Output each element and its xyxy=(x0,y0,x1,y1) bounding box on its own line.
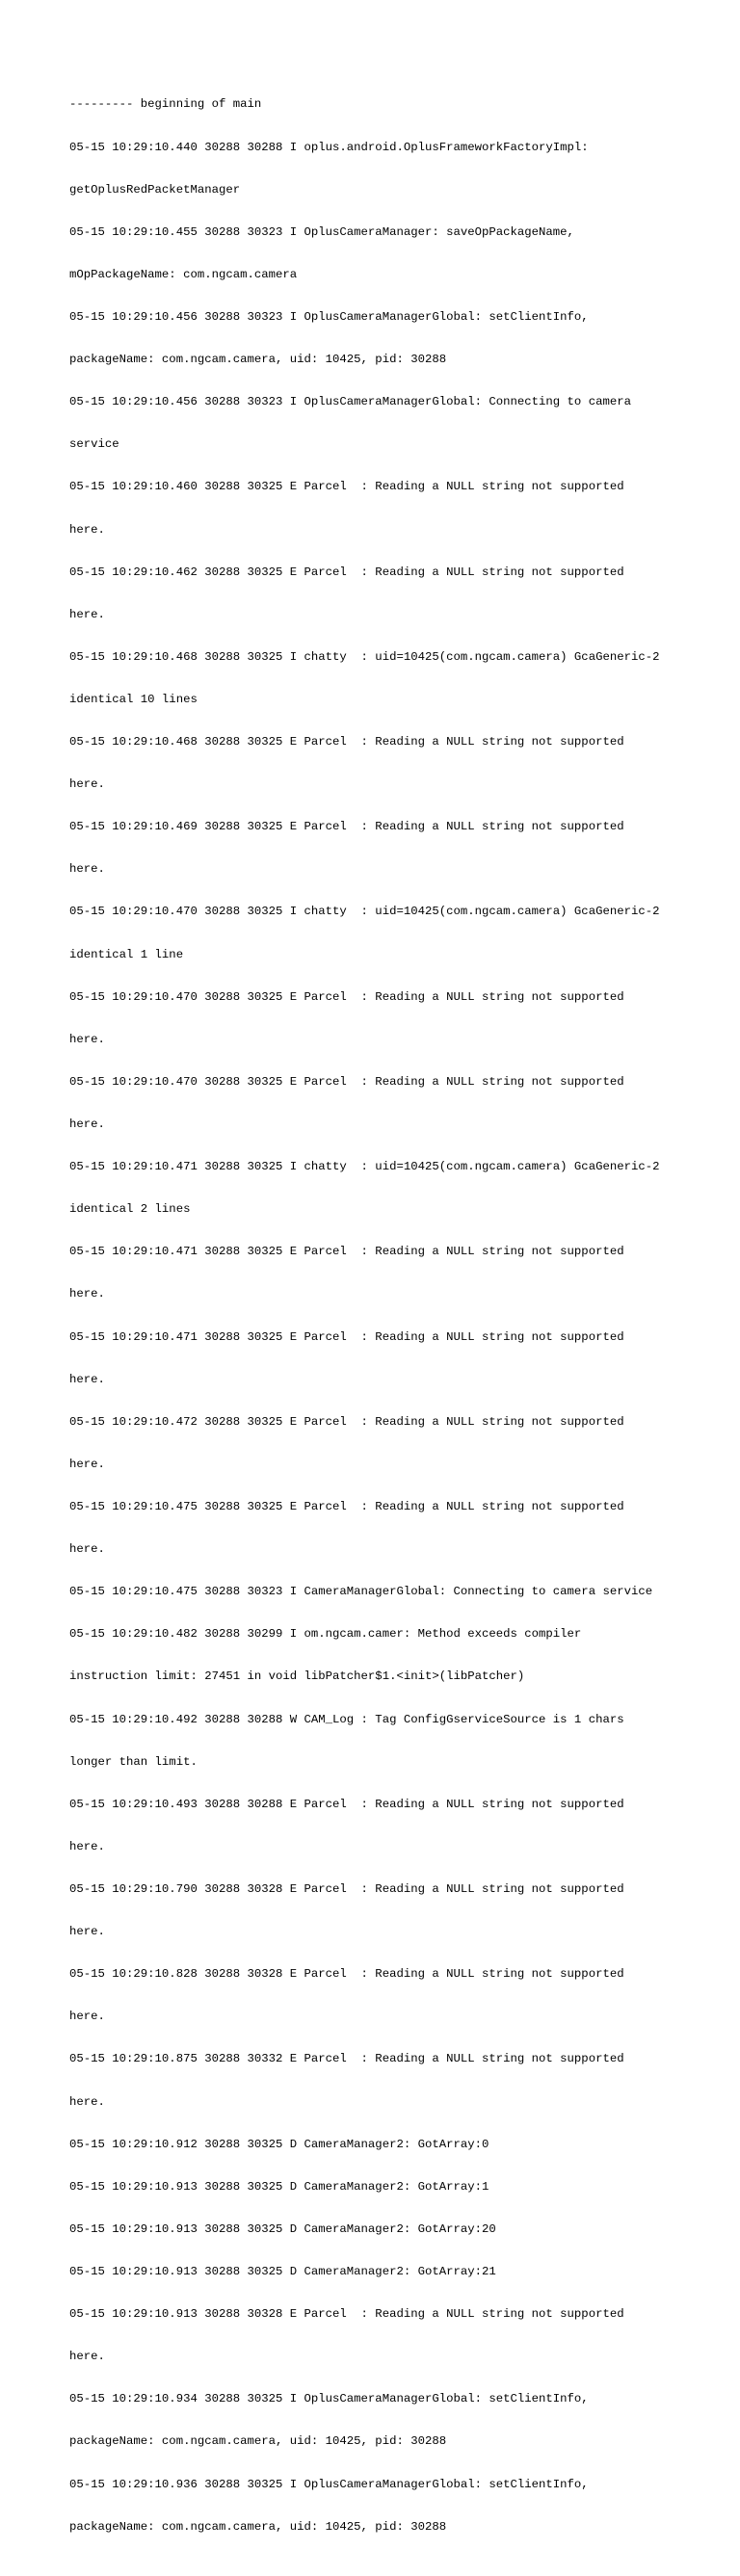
log-line: identical 1 line xyxy=(69,947,184,961)
log-line: 05-15 10:29:10.468 30288 30325 I chatty : uid=10425(com.ngcam.camera) GcaGeneric-2 xyxy=(69,649,660,664)
log-line: 05-15 10:29:10.456 30288 30323 I OplusCameraManagerGlobal: Connecting to camera xyxy=(69,395,631,409)
log-line: 05-15 10:29:10.913 30288 30325 D CameraManager2: GotArray:1 xyxy=(69,2179,489,2194)
log-line: 05-15 10:29:10.471 30288 30325 E Parcel : Reading a NULL string not supported xyxy=(69,1329,624,1344)
log-line: service xyxy=(69,437,119,452)
log-line: 05-15 10:29:10.492 30288 30288 W CAM_Log : Tag ConfigGserviceSource is 1 chars xyxy=(69,1712,624,1726)
log-line: 05-15 10:29:10.471 30288 30325 E Parcel : Reading a NULL string not supported xyxy=(69,1245,624,1259)
log-line: here. xyxy=(69,1032,105,1046)
log-line: packageName: com.ngcam.camera, uid: 10425, pid: 30288 xyxy=(69,2434,447,2449)
log-line: 05-15 10:29:10.462 30288 30325 E Parcel : Reading a NULL string not supported xyxy=(69,565,624,579)
log-line: 05-15 10:29:10.475 30288 30323 I CameraManagerGlobal: Connecting to camera service xyxy=(69,1585,653,1599)
log-line: packageName: com.ngcam.camera, uid: 10425, pid: 30288 xyxy=(69,2519,447,2534)
log-line: identical 2 lines xyxy=(69,1202,191,1217)
log-line: 05-15 10:29:10.468 30288 30325 E Parcel : Reading a NULL string not supported xyxy=(69,735,624,749)
log-line: 05-15 10:29:10.913 30288 30325 D CameraManager2: GotArray:20 xyxy=(69,2221,496,2236)
log-line: here. xyxy=(69,1457,105,1471)
log-line: 05-15 10:29:10.913 30288 30328 E Parcel : Reading a NULL string not supported xyxy=(69,2307,624,2322)
log-line: 05-15 10:29:10.456 30288 30323 I OplusCameraManagerGlobal: setClientInfo, xyxy=(69,309,589,324)
log-line: here. xyxy=(69,2094,105,2109)
log-line: packageName: com.ngcam.camera, uid: 10425, pid: 30288 xyxy=(69,353,447,367)
log-line: here. xyxy=(69,862,105,877)
log-line: mOpPackageName: com.ngcam.camera xyxy=(69,267,298,281)
log-line: 05-15 10:29:10.472 30288 30325 E Parcel : Reading a NULL string not supported xyxy=(69,1414,624,1429)
log-line: 05-15 10:29:10.875 30288 30332 E Parcel : Reading a NULL string not supported xyxy=(69,2052,624,2066)
log-line: 05-15 10:29:10.455 30288 30323 I OplusCameraManager: saveOpPackageName, xyxy=(69,224,574,239)
log-line: 05-15 10:29:10.912 30288 30325 D CameraManager2: GotArray:0 xyxy=(69,2137,489,2151)
log-line: longer than limit. xyxy=(69,1754,198,1769)
log-line: here. xyxy=(69,1287,105,1301)
log-line: 05-15 10:29:10.482 30288 30299 I om.ngcam.camer: Method exceeds compiler xyxy=(69,1627,582,1642)
log-line: 05-15 10:29:10.469 30288 30325 E Parcel : Reading a NULL string not supported xyxy=(69,820,624,834)
log-line: getOplusRedPacketManager xyxy=(69,182,241,197)
log-line: 05-15 10:29:10.790 30288 30328 E Parcel : Reading a NULL string not supported xyxy=(69,1882,624,1896)
log-line: 05-15 10:29:10.475 30288 30325 E Parcel : Reading a NULL string not supported xyxy=(69,1500,624,1514)
log-line: 05-15 10:29:10.493 30288 30288 E Parcel : Reading a NULL string not supported xyxy=(69,1797,624,1811)
log-line: here. xyxy=(69,1542,105,1557)
log-line: 05-15 10:29:10.936 30288 30325 I OplusCameraManagerGlobal: setClientInfo, xyxy=(69,2477,589,2491)
log-line: identical 10 lines xyxy=(69,692,198,706)
log-line: --------- beginning of main xyxy=(69,97,262,112)
log-line: 05-15 10:29:10.440 30288 30288 I oplus.android.OplusFrameworkFactoryImpl: xyxy=(69,140,589,154)
log-line: 05-15 10:29:10.460 30288 30325 E Parcel : Reading a NULL string not supported xyxy=(69,480,624,494)
log-document xyxy=(69,69,705,2576)
log-line: here. xyxy=(69,1925,105,1939)
log-line: 05-15 10:29:10.934 30288 30325 I OplusCameraManagerGlobal: setClientInfo, xyxy=(69,2392,589,2406)
log-line: here. xyxy=(69,1839,105,1853)
log-line: 05-15 10:29:10.913 30288 30325 D CameraManager2: GotArray:21 xyxy=(69,2264,496,2278)
log-line: instruction limit: 27451 in void libPatcher$1.<init>(libPatcher) xyxy=(69,1669,525,1684)
log-line: 05-15 10:29:10.828 30288 30328 E Parcel : Reading a NULL string not supported xyxy=(69,1967,624,1982)
log-line: 05-15 10:29:10.470 30288 30325 E Parcel : Reading a NULL string not supported xyxy=(69,989,624,1004)
log-line: here. xyxy=(69,1117,105,1132)
log-line: 05-15 10:29:10.470 30288 30325 E Parcel : Reading a NULL string not supported xyxy=(69,1074,624,1089)
log-line: here. xyxy=(69,607,105,621)
log-line: here. xyxy=(69,777,105,792)
log-line: 05-15 10:29:10.470 30288 30325 I chatty : uid=10425(com.ngcam.camera) GcaGeneric-2 xyxy=(69,905,660,919)
log-line: here. xyxy=(69,2010,105,2024)
log-line: here. xyxy=(69,2350,105,2364)
log-line: here. xyxy=(69,1372,105,1386)
log-line: 05-15 10:29:10.471 30288 30325 I chatty : uid=10425(com.ngcam.camera) GcaGeneric-2 xyxy=(69,1160,660,1174)
log-line: here. xyxy=(69,522,105,537)
